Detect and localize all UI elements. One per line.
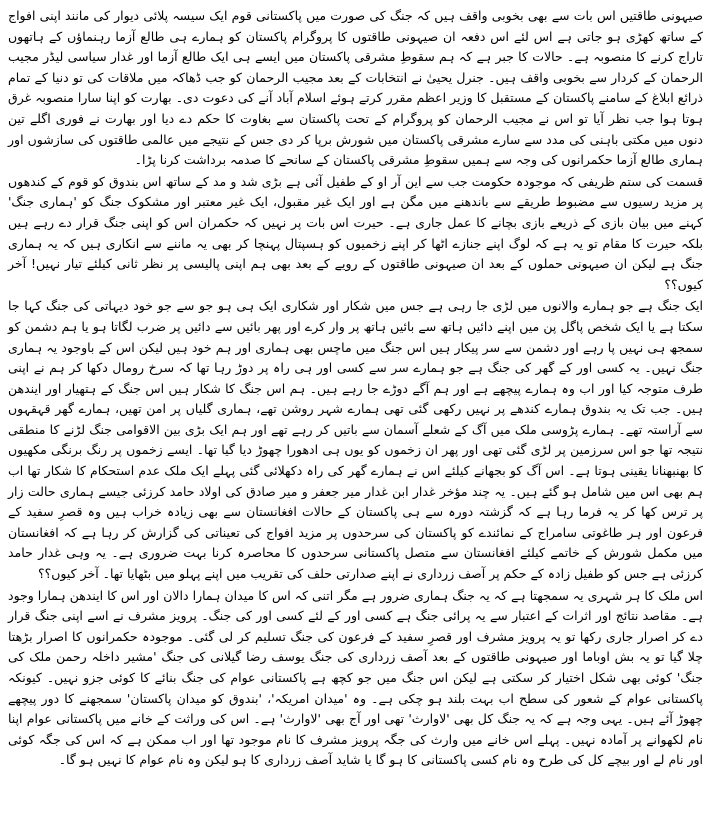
article-paragraph-3: ایک جنگ ہے جو ہمارے والانوں میں لڑی جا رہی ہے جس میں شکار اور شکاری ایک ہی ہو جو سے جو خود دیہاتی کی جنگ کہا جا سکتا ہے یا ایک شخص پاگل پن میں اپنے دائیں ہاتھ سے بائیں ہاتھ پر وار کرے اور پھر بائیں سے دائیں پر ضرب لگاتا ہو یا ہم دشمن کو سمجھ ہی نہیں پا رہے اور دشمن سے سر پیکار ہیں اس جنگ میں ماچس بھی ہماری اور ہم خود ہیں لیکن اس کے باوجود یہ ہماری جنگ نہیں۔ یہ کسی اور کے گھر کی جنگ ہے جو ہمارے سر سے کسی اور ہی راہ پر دوڑ رہا تھا کہ سرخ رومال دکھا کر ہم نے اپنی طرف متوجہ کیا اور اب وہ ہمارے پیچھے ہے اور ہم آگے دوڑے جا رہے ہیں۔ ہم اس جنگ کا شکار ہیں اس جنگ کے ہتھیار اور ایندھن ہیں۔ جب تک یہ بندوق ہمارے کندھے پر نہیں رکھی گئی تھی ہمارے شہر روشن تھے، ہماری گلیاں پر امن تھیں، ہمارے گھر قہقہوں سے آراستہ تھے۔ ہمارے پڑوسی ملک میں آگ کے شعلے آسمان سے باتیں کر رہے تھے اور ہم ایک بڑی بین الاقوامی جنگ لڑنے کا منطقی نتیجہ تھا جو اس سرزمین پر لڑی گئی تھی اور پھر ان زخموں کو یوں ہی ادھورا چھوڑ دیا گیا تھا۔ ایسے زخموں پر رنگ برنگی مکھیوں کا بھنبھنانا یقینی ہوتا ہے۔ اس آگ کو بجھانے کیلئے اس نے ہمارے گھر کی راہ دکھلائی گئی پہلے ایک ملک عدم استحکام کا شکار تھا اب ہم بھی اس میں شامل ہو گئے ہیں۔ یہ چند مؤخر غدار ابن غدار میر جعفر و میر صادق کی اولاد حامد کرزئی جیسے ہماری حالت زار پر ترس کھا کر یہ فرما رہا ہے کہ گزشتہ دورہ سے ہی پاکستان کے حالات افغانستان سے بھی زیادہ خراب ہیں وہ قصرِ سفید کے فرعون اور ہر طاغوتی سامراج کے نمائندے کو پاکستان کی سرحدوں پر مزید افواج کی تعیناتی کی گزارش کر رہا ہے کہ افغانستان میں مکمل شورش کے خاتمے کیلئے افغانستان سے متصل پاکستانی سرحدوں کا محاصرہ کرنا بہت ضروری ہے۔ یہ وہی غدار حامد کرزئی ہے جس کو طفیل زادہ کے حکم پر آصف زرداری نے اپنے صدارتی حلف کی تقریب میں اپنے پہلو میں بٹھایا تھا۔ آخر کیوں؟؟ (8, 298, 703, 582)
article-paragraph-2: قسمت کی ستم ظریفی کہ موجودہ حکومت جب سے این آر او کے طفیل آئی ہے بڑی شد و مد کے ساتھ اس بندوق کو قوم کے کندھوں پر مزید رسیوں سے مضبوط طریقے سے باندھنے میں مگن ہے اور ایک غیر مقبول، ایک غیر معتبر اور مشکوک جنگ کو 'ہماری جنگ' کہنے میں بیان بازی کے ذریعے بازی بچانے کا عمل جاری ہے۔ حیرت اس بات پر نہیں کہ حکمران اس کو اپنی جنگ قرار دے رہے ہیں بلکہ حیرت کا مقام تو یہ ہے کہ لوگ اپنے جنازے اٹھا کر اپنے زخمیوں کو ہسپتال پہنچا کر بھی یہ ماننے سے انکاری ہیں کہ یہ ہماری جنگ ہے لیکن ان صیہونی حملوں کے بعد ان صیہونی طاقتوں کے رویے کے بعد بھی ہم اپنی پالیسی پر نظر ثانی کیلئے تیار نہیں! آخر کیوں؟؟ (8, 173, 703, 292)
article-paragraph-1: صیہونی طاقتیں اس بات سے بھی بخوبی واقف ہیں کہ جنگ کی صورت میں پاکستانی قوم ایک سیسہ پلائی دیوار کی مانند اپنی افواج کے ساتھ کھڑی ہو جاتی ہے اس لئے اس دفعہ ان صیہونی طاقتوں کا پروگرام پاکستان کو ہمارے ہی طالع آزما رہنماؤں کے ہاتھوں تاراج کرنے کا منصوبہ ہے۔ حالات کا جبر ہے کہ ہم سقوطِ مشرقی پاکستان میں ایسے ہی ایک طالع آزما اور غدار سیاسی لیڈر مجیب الرحمان کے کردار سے بخوبی واقف ہیں۔ جنرل یحییٰ نے انتخابات کے بعد مجیب الرحمان کو جب ڈھاکہ میں ملاقات کی تو دنیا کے تمام ذرائع ابلاغ کے سامنے پاکستان کے مستقبل کا وزیر اعظم مقرر کرتے ہوئے اسلام آباد آنے کی دعوت دی۔ بھارت کو اپنا سارا منصوبہ غرق ہوتا ہوا جب نظر آیا تو اس نے مجیب الرحمان کو پروگرام کے تحت پاکستان سے بغاوت کا حکم دے دیا اور بھارت نے فوری اگلے تین دنوں میں مکتی باہنی کی مدد سے سارے مشرقی پاکستان میں شورش برپا کر دی جس کے نتیجے میں عالمی طاقتوں کی سازشوں اور ہماری طالع آزما حکمرانوں کی وجہ سے ہمیں سقوطِ مشرقی پاکستان کے سانحے کا صدمہ برداشت کرنا پڑا۔ (8, 8, 703, 168)
article-paragraph-4: اس ملک کا ہر شہری یہ سمجھتا ہے کہ یہ جنگ ہماری ضرور ہے مگر اتنی کہ اس کا میدان ہمارا دالان اور اس کا ایندھن ہمارا وجود ہے۔ مقاصد نتائج اور اثرات کے اعتبار سے یہ پرائی جنگ ہے کسی اور کے لئے کسی اور کی جنگ۔ پرویز مشرف نے اسے اپنی جنگ قرار دے کر اصرار جاری رکھا تو یہ پرویز مشرف اور قصرِ سفید کے فرعون کی جنگ تسلیم کر لی گئی۔ موجودہ حکمرانوں کا اصرار بڑھتا چلا گیا تو یہ بش اوباما اور صیہونی طاقتوں کے بعد آصف زرداری کی جنگ یوسف رضا گیلانی کی جنگ 'مشیر داخلہ رحمن ملک کی جنگ' کوئی بھی شکل اختیار کر سکتی ہے لیکن اس جنگ میں جو کچھ ہے پاکستانی عوام کی جنگ بنائے کا کوئی جزو نہیں۔ کیونکہ پاکستانی عوام کے شعور کی سطح اب بہت بلند ہو چکی ہے۔ وہ 'میدان امریکہ'، 'بندوق کو میدان پاکستان' سمجھنے کا دور پیچھے چھوڑ آئے ہیں۔ یہی وجہ ہے کہ یہ جنگ کل بھی 'لاوارث' تھی اور آج بھی 'لاوارث' ہے۔ اس کی وراثت کے خانے میں پاکستانی عوام اپنا نام لکھوانے پر آمادہ نہیں۔ پہلے اس خانے میں وارث کی جگہ پرویز مشرف کا نام موجود تھا اور اب ممکن ہے کہ اس کی جگہ کوئی اور نام لے اور بیچے کل کی طرح وہ نام کسی پاکستانی کا ہو گا یا شاید آصف زرداری کا ہو لیکن وہ نام عوام کا نہیں ہو گا۔ (8, 587, 703, 768)
